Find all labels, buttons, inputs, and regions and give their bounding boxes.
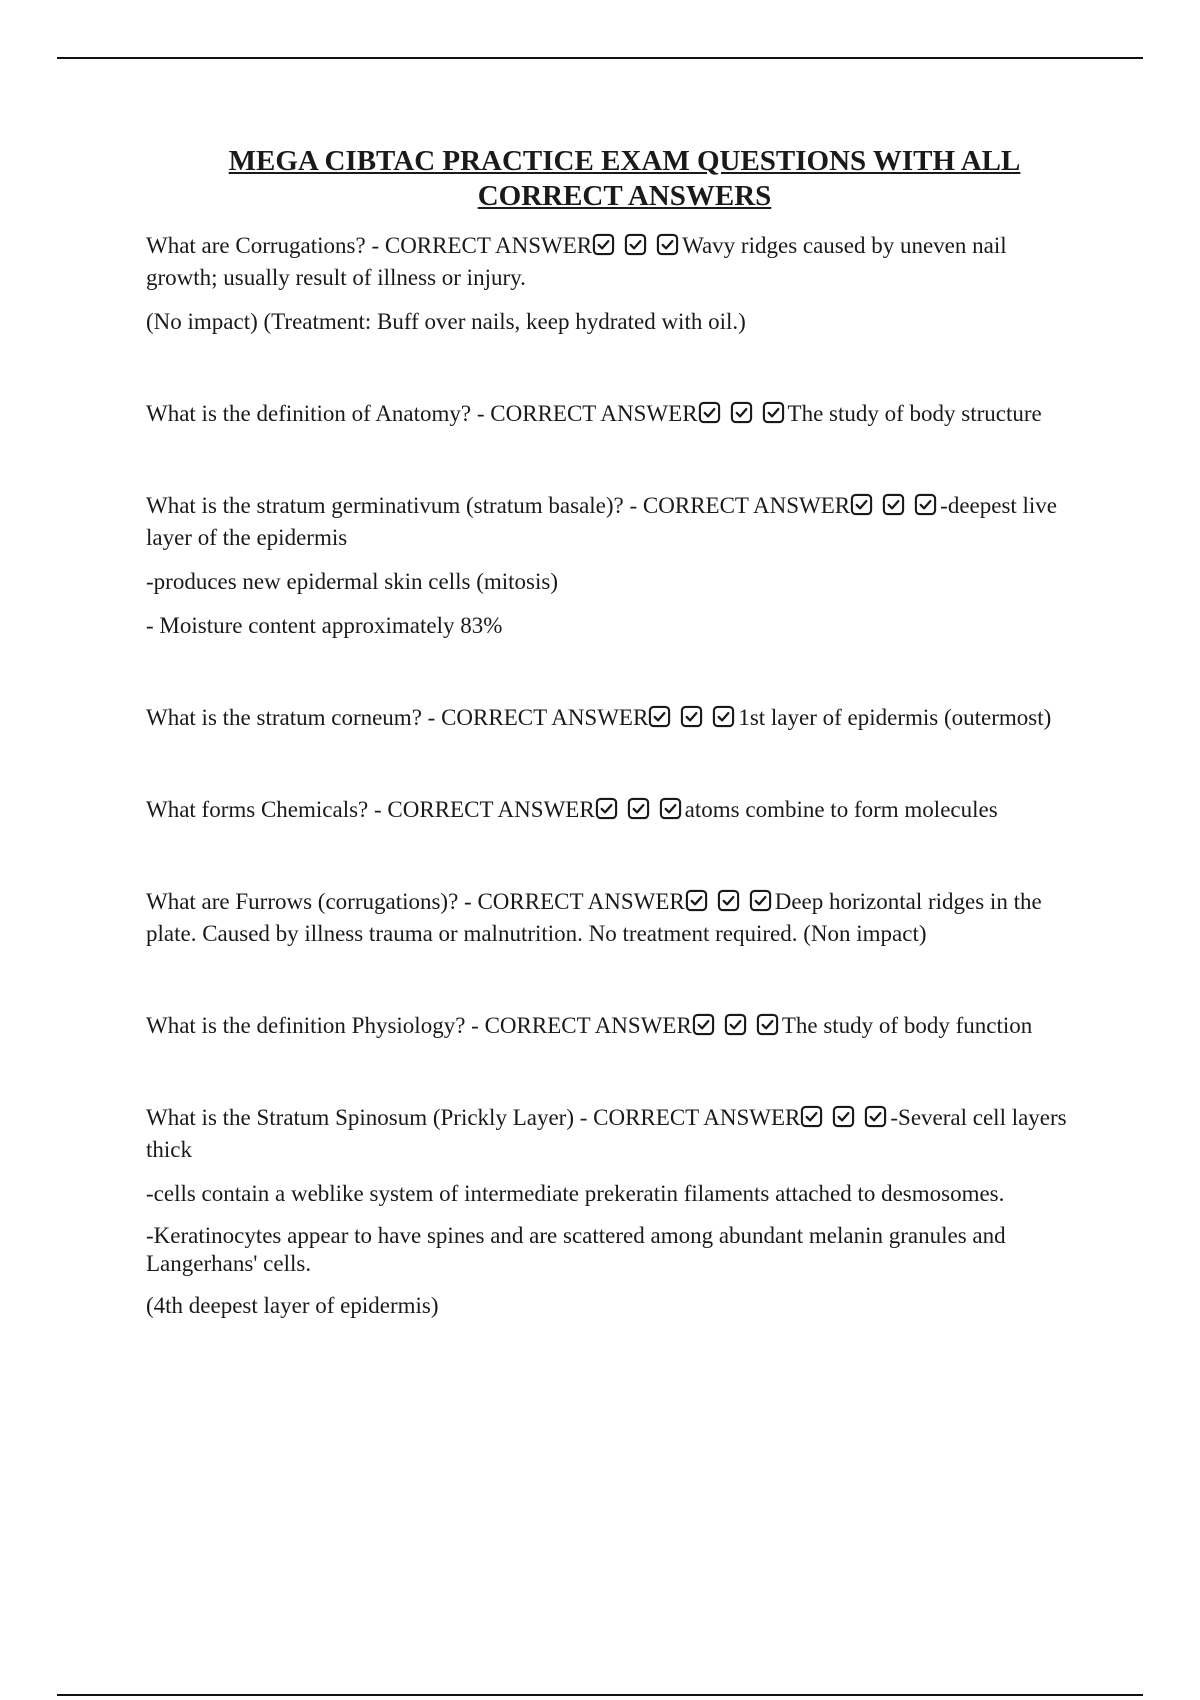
question-text: What forms Chemicals? - CORRECT ANSWER <box>146 797 595 822</box>
question-text: What is the stratum corneum? - CORRECT ANSWER <box>146 705 649 730</box>
answer-extra-line: (No impact) (Treatment: Buff over nails, keep hydrated with oil.) <box>146 309 746 334</box>
checkbox-checked-icon <box>692 1013 715 1036</box>
checkbox-checked-icon <box>717 889 740 912</box>
checkbox-checked-icon <box>914 493 937 516</box>
checkbox-checked-icon <box>800 1105 823 1128</box>
question-text: What are Furrows (corrugations)? - CORRECT ANSWER <box>146 889 685 914</box>
check-marks <box>592 233 682 258</box>
check-marks <box>685 889 775 914</box>
answer-text: -deepest live layer of the epidermis <box>146 493 1058 550</box>
qa-item <box>146 230 1083 338</box>
check-marks <box>595 797 685 822</box>
checkbox-checked-icon <box>656 233 679 256</box>
checkbox-checked-icon <box>592 233 615 256</box>
answer-text: atoms combine to form molecules <box>684 797 998 822</box>
answer-extra-line: -produces new epidermal skin cells (mitosis) <box>146 569 558 594</box>
qa-item <box>146 886 1083 950</box>
checkbox-checked-icon <box>762 401 785 424</box>
qa-question-line <box>146 1010 1083 1042</box>
checkbox-checked-icon <box>864 1105 887 1128</box>
qa-question-line <box>146 1102 1083 1166</box>
checkbox-checked-icon <box>730 401 753 424</box>
answer-text: -Several cell layers thick <box>146 1105 1067 1162</box>
checkbox-checked-icon <box>712 705 735 728</box>
answer-text: The study of body structure <box>787 401 1042 426</box>
qa-item <box>146 794 1083 826</box>
qa-question-line <box>146 794 1083 826</box>
bottom-rule <box>57 1694 1143 1696</box>
checkbox-checked-icon <box>882 493 905 516</box>
checkbox-checked-icon <box>648 705 671 728</box>
checkbox-checked-icon <box>756 1013 779 1036</box>
checkbox-checked-icon <box>659 797 682 820</box>
top-rule <box>57 57 1143 59</box>
checkbox-checked-icon <box>749 889 772 912</box>
qa-question-line <box>146 398 1083 430</box>
qa-question-line <box>146 702 1083 734</box>
question-text: What are Corrugations? - CORRECT ANSWER <box>146 233 593 258</box>
answer-extra-line: - Moisture content approximately 83% <box>146 613 503 638</box>
answer-text: Deep horizontal ridges in the plate. Caused by illness trauma or malnutrition. No treatment required. (Non impact) <box>146 889 1042 946</box>
checkbox-checked-icon <box>624 233 647 256</box>
check-marks <box>850 493 940 518</box>
check-marks <box>800 1105 890 1130</box>
question-text: What is the definition of Anatomy? - CORRECT ANSWER <box>146 401 698 426</box>
checkbox-checked-icon <box>724 1013 747 1036</box>
qa-item <box>146 702 1083 734</box>
checkbox-checked-icon <box>685 889 708 912</box>
qa-item <box>146 398 1083 430</box>
qa-item <box>146 1010 1083 1042</box>
answer-text: The study of body function <box>781 1013 1033 1038</box>
question-text: What is the Stratum Spinosum (Prickly Layer) - CORRECT ANSWER <box>146 1105 801 1130</box>
qa-question-line <box>146 490 1083 554</box>
answer-extra-line: -Keratinocytes appear to have spines and are scattered among abundant melanin granules and Langerhans' cells. <box>146 1223 1006 1276</box>
qa-question-line <box>146 230 1083 294</box>
qa-question-line <box>146 886 1083 950</box>
checkbox-checked-icon <box>680 705 703 728</box>
qa-list <box>146 230 1083 1322</box>
answer-extra-line: (4th deepest layer of epidermis) <box>146 1293 439 1318</box>
answer-extra-line: -cells contain a weblike system of intermediate prekeratin filaments attached to desmosomes. <box>146 1181 1005 1206</box>
document-title: MEGA CIBTAC PRACTICE EXAM QUESTIONS WITH ALL CORRECT ANSWERS <box>228 145 1021 212</box>
question-text: What is the stratum germinativum (stratum basale)? - CORRECT ANSWER <box>146 493 851 518</box>
checkbox-checked-icon <box>698 401 721 424</box>
answer-text: Wavy ridges caused by uneven nail growth; usually result of illness or injury. <box>146 233 1007 290</box>
checkbox-checked-icon <box>850 493 873 516</box>
checkbox-checked-icon <box>595 797 618 820</box>
qa-item <box>146 1102 1083 1322</box>
document-body <box>146 144 1083 1334</box>
check-marks <box>698 401 788 426</box>
answer-text: 1st layer of epidermis (outermost) <box>738 705 1052 730</box>
checkbox-checked-icon <box>832 1105 855 1128</box>
check-marks <box>692 1013 782 1038</box>
check-marks <box>648 705 738 730</box>
checkbox-checked-icon <box>627 797 650 820</box>
qa-item <box>146 490 1083 642</box>
question-text: What is the definition Physiology? - CORRECT ANSWER <box>146 1013 692 1038</box>
